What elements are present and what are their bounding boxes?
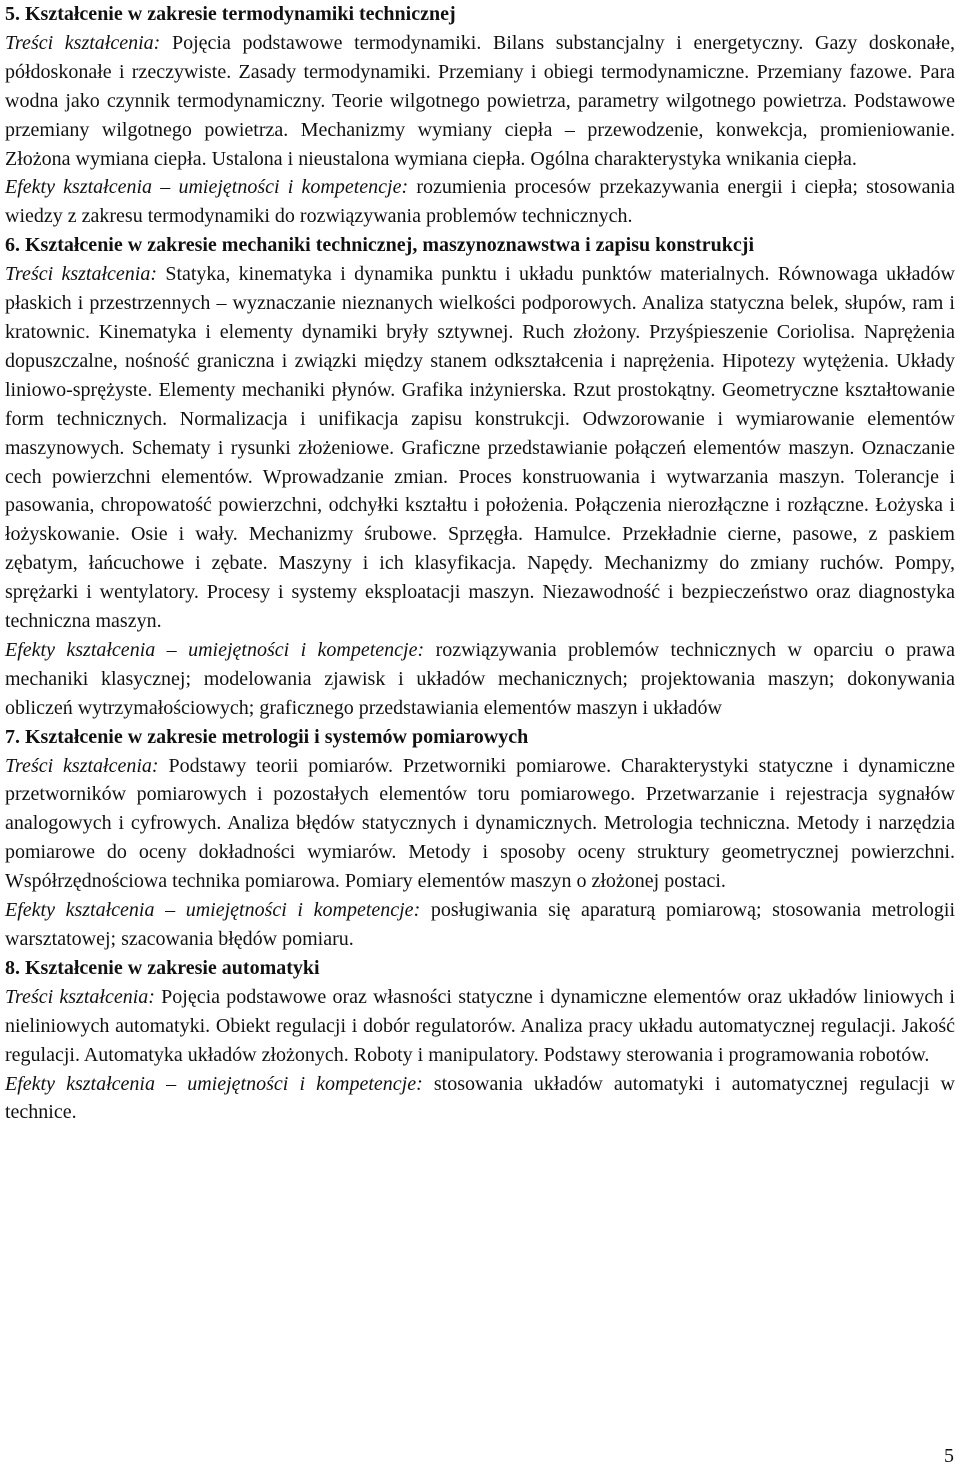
content-paragraph bbox=[5, 260, 955, 636]
effects-text: rozwiązywania problemów technicznych w oparciu o prawa mechaniki klasycznej; modelowania zjawisk i układów mechanicznych; projektowania maszyn; dokonywania obliczeń wytrzymałościowych; graficznego przedstawiania elementów maszyn i układów bbox=[5, 638, 955, 719]
effects-text: posługiwania się aparaturą pomiarową; stosowania metrologii warsztatowej; szacowania błędów pomiaru. bbox=[5, 899, 955, 950]
document-body bbox=[5, 0, 955, 1127]
section-heading: 5. Kształcenie w zakresie termodynamiki technicznej bbox=[5, 3, 456, 25]
content-paragraph bbox=[5, 752, 955, 897]
section-heading: 7. Kształcenie w zakresie metrologii i systemów pomiarowych bbox=[5, 725, 529, 748]
content-paragraph bbox=[5, 29, 955, 174]
content-label: Treści kształcenia: bbox=[5, 263, 157, 286]
section-7 bbox=[5, 723, 955, 954]
section-6 bbox=[5, 231, 955, 722]
content-paragraph bbox=[5, 983, 955, 1070]
section-heading: 6. Kształcenie w zakresie mechaniki technicznej, maszynoznawstwa i zapisu konstrukcji bbox=[5, 234, 755, 257]
content-text: Pojęcia podstawowe oraz własności statyczne i dynamiczne elementów oraz układów liniowych i nieliniowych automatyki. Obiekt regulacji i dobór regulatorów. Analiza pracy układu automatycznej regulacji. Jakość regulacji. Automatyka układów złożonych. Roboty i manipulatory. Podstawy sterowania i programowania robotów. bbox=[5, 985, 955, 1066]
effects-label: Efekty kształcenia – umiejętności i kompetencje: bbox=[5, 899, 421, 922]
effects-label: Efekty kształcenia – umiejętności i kompetencje: bbox=[5, 638, 425, 661]
section-heading: 8. Kształcenie w zakresie automatyki bbox=[5, 956, 320, 979]
effects-text: rozumienia procesów przekazywania energii i ciepła; stosowania wiedzy z zakresu termodynamiki do rozwiązywania problemów technicznych. bbox=[5, 176, 955, 228]
section-5 bbox=[5, 0, 955, 231]
page-number: 5 bbox=[944, 1445, 954, 1467]
effects-paragraph bbox=[5, 636, 955, 723]
effects-text: stosowania układów automatyki i automatycznej regulacji w technice. bbox=[5, 1072, 955, 1124]
section-8 bbox=[5, 954, 955, 1127]
effects-paragraph bbox=[5, 173, 955, 231]
effects-label: Efekty kształcenia – umiejętności i kompetencje: bbox=[5, 1072, 423, 1095]
content-label: Treści kształcenia: bbox=[5, 31, 161, 54]
content-text: Podstawy teorii pomiarów. Przetworniki pomiarowe. Charakterystyki statyczne i dynamiczne przetworników pomiarowych i pozostałych elementów toru pomiarowego. Przetwarzanie i rejestracja sygnałów analogowych i cyfrowych. Analiza błędów statycznych i dynamicznych. Metrologia techniczna. Metody i narzędzia pomiarowe do oceny dokładności wymiarów. Metody i sposoby oceny struktury geometrycznej powierzchni. Współrzędnościowa technika pomiarowa. Pomiary elementów maszyn o złożonej postaci. bbox=[5, 754, 955, 893]
effects-label: Efekty kształcenia – umiejętności i kompetencje: bbox=[5, 176, 409, 199]
content-text: Statyka, kinematyka i dynamika punktu i układu punktów materialnych. Równowaga układów płaskich i przestrzennych – wyznaczanie nieznanych wielkości podporowych. Analiza statyczna belek, słupów, ram i kratownic. Kinematyka i elementy dynamiki bryły sztywnej. Ruch złożony. Przyśpieszenie Coriolisa. Naprężenia dopuszczalne, nośność graniczna i związki między stanem odkształcenia i naprężenia. Hipotezy wytężenia. Układy liniowo-sprężyste. Elementy mechaniki płynów. Grafika inżynierska. Rzut prostokątny. Geometryczne kształtowanie form technicznych. Normalizacja i unifikacja zapisu konstrukcji. Odwzorowanie i wymiarowanie elementów maszynowych. Schematy i rysunki złożeniowe. Graficzne przedstawianie połączeń elementów maszyn. Oznaczanie cech powierzchni elementów. Wprowadzanie zmian. Proces konstruowania i wytwarzania maszyn. Tolerancje i pasowania, chropowatość powierzchni, odchyłki kształtu i położenia. Połączenia nierozłączne i rozłączne. Łożyska i łożyskowanie. Osie i wały. Mechanizmy śrubowe. Sprzęgła. Hamulce. Przekładnie cierne, pasowe, z paskiem zębatym, łańcuchowe i zębate. Maszyny i ich klasyfikacja. Napędy. Mechanizmy do zmiany ruchów. Pompy, sprężarki i wentylatory. Procesy i systemy eksploatacji maszyn. Niezawodność i bezpieczeństwo oraz diagnostyka techniczna maszyn. bbox=[5, 263, 955, 633]
effects-paragraph bbox=[5, 896, 955, 954]
effects-paragraph bbox=[5, 1070, 955, 1128]
content-label: Treści kształcenia: bbox=[5, 985, 155, 1008]
content-label: Treści kształcenia: bbox=[5, 754, 159, 777]
content-text: Pojęcia podstawowe termodynamiki. Bilans substancjalny i energetyczny. Gazy doskonałe, półdoskonałe i rzeczywiste. Zasady termodynamiki. Przemiany i obiegi termodynamiczne. Przemiany fazowe. Para wodna jako czynnik termodynamiczny. Teorie wilgotnego powietrza, parametry wilgotnego powietrza. Podstawowe przemiany wilgotnego powietrza. Mechanizmy wymiany ciepła – przewodzenie, konwekcja, promieniowanie. Złożona wymiana ciepła. Ustalona i nieustalona wymiana ciepła. Ogólna charakterystyka wnikania ciepła. bbox=[5, 31, 955, 170]
